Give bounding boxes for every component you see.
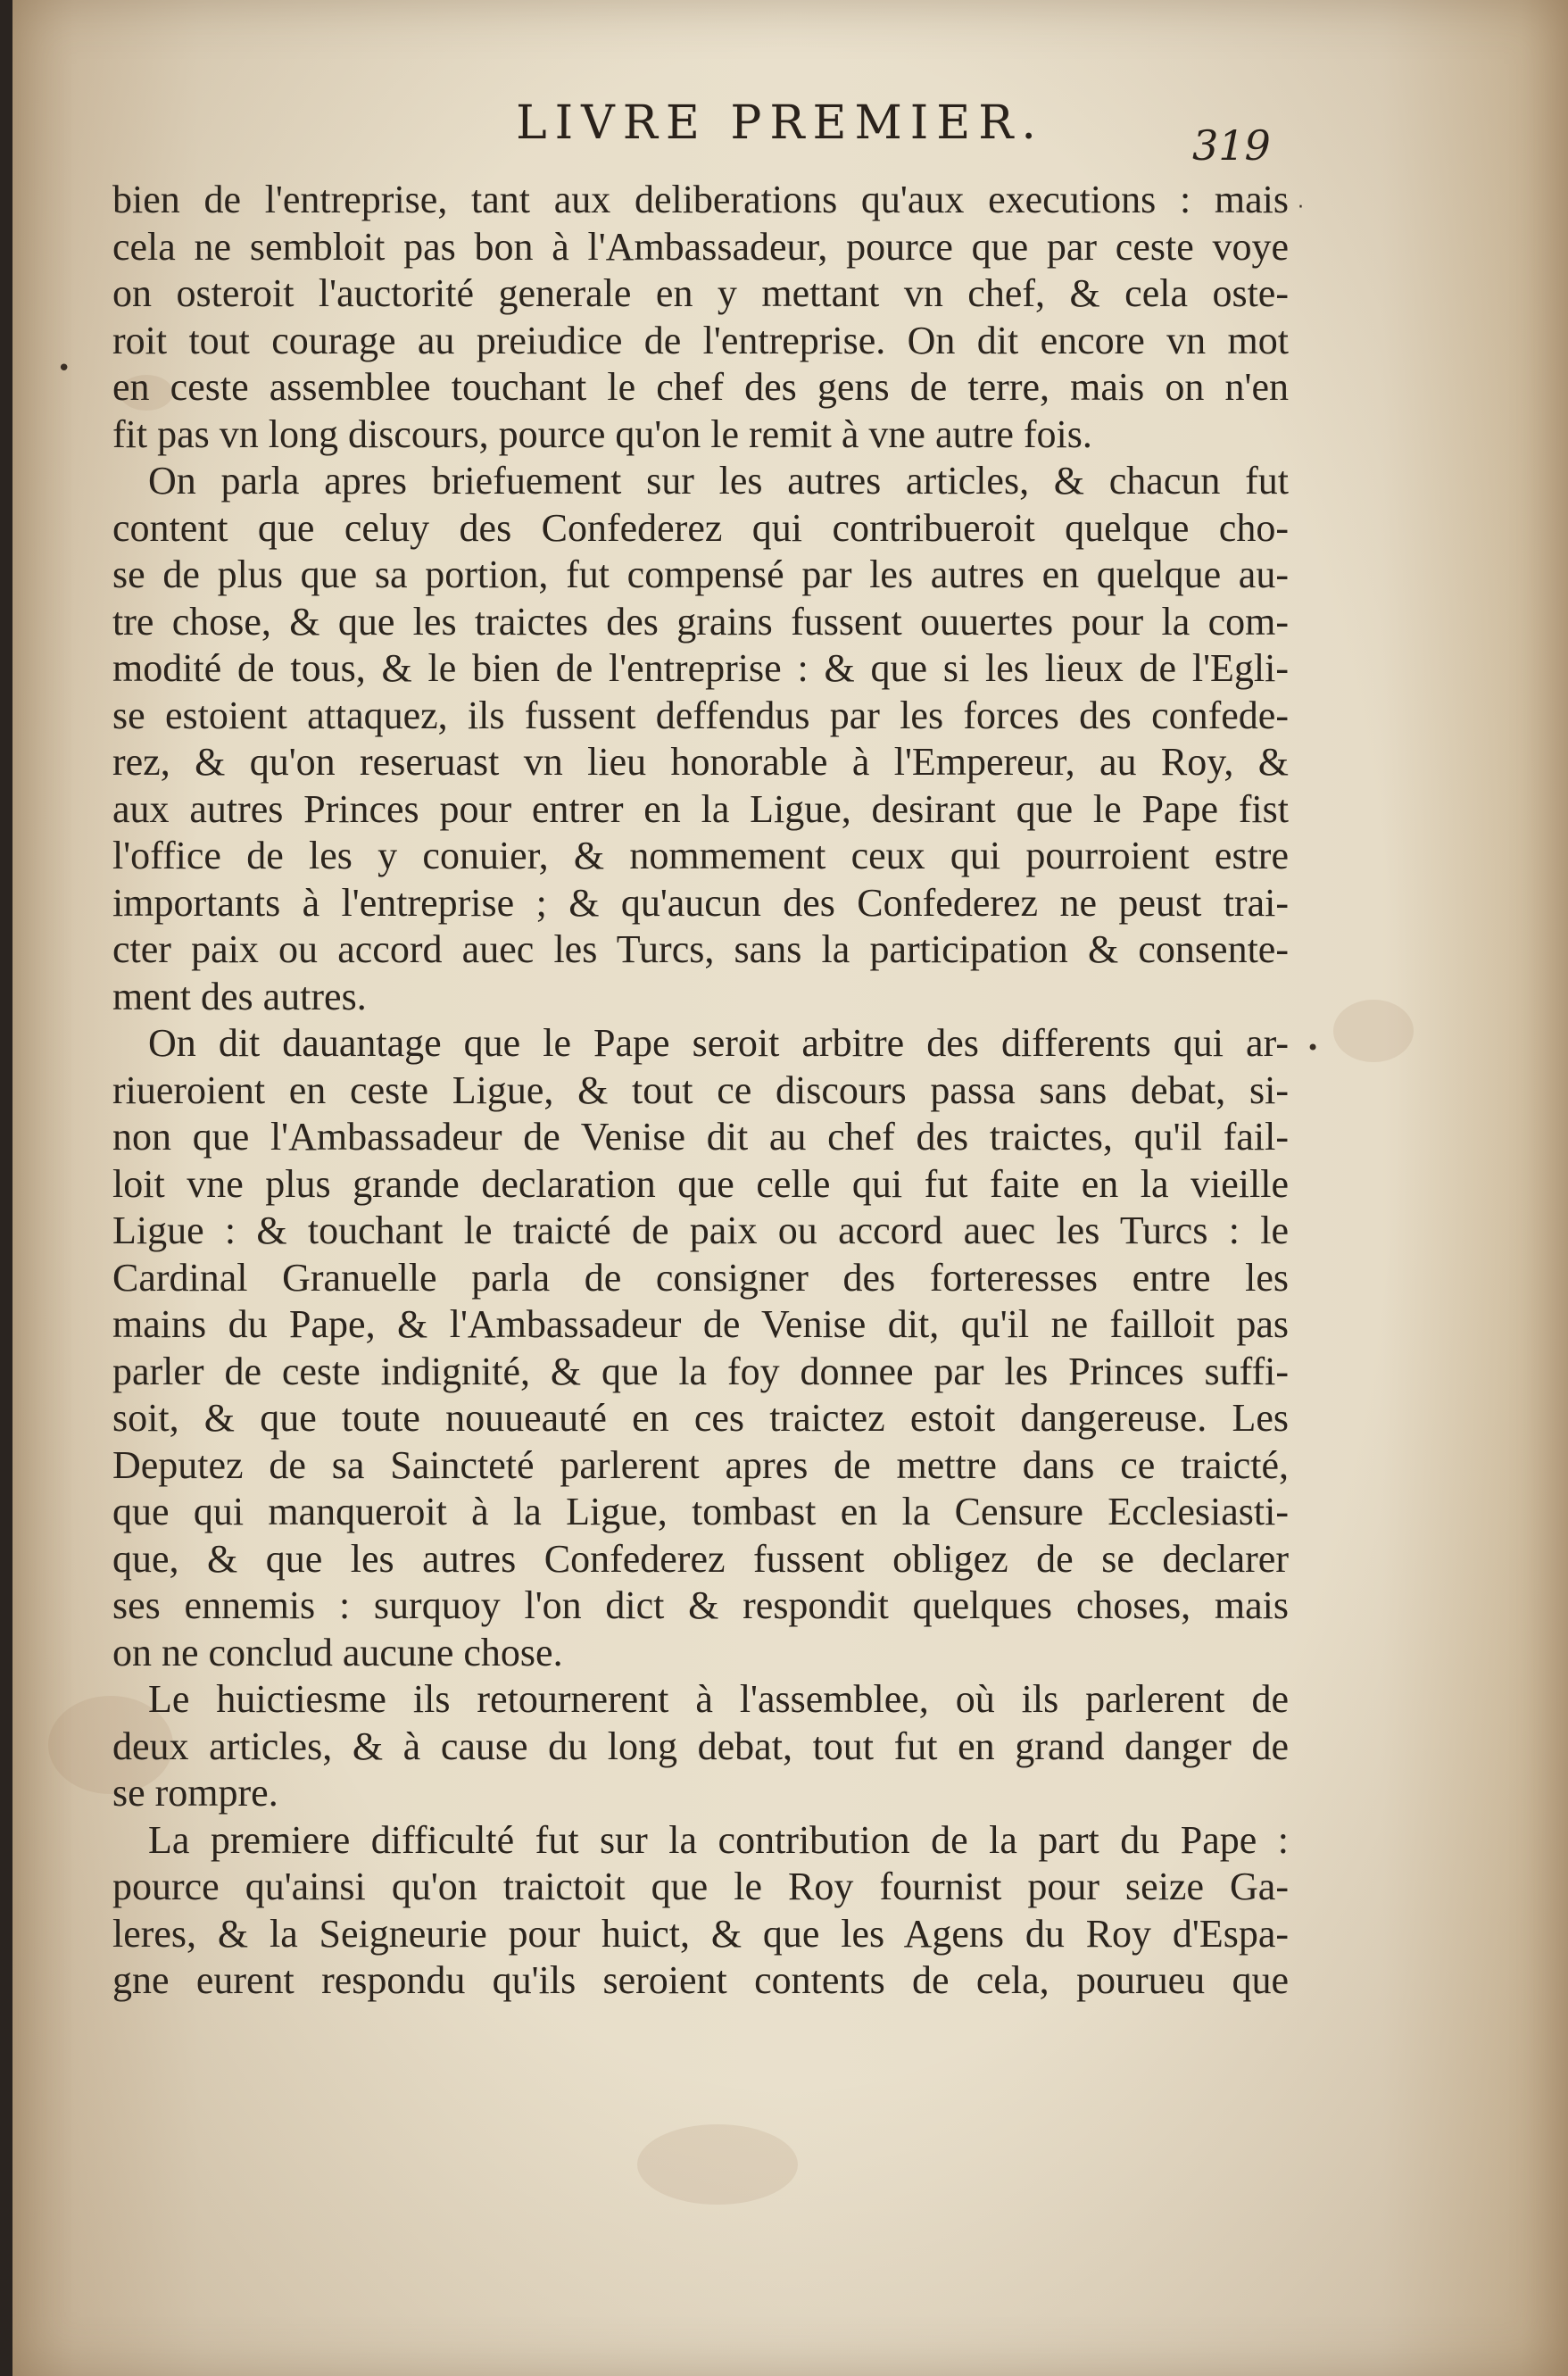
text-line: rez, & qu'on reseruast vn lieu honorable à l'Empereur, au Roy, & <box>112 740 1289 784</box>
text-line: Ligue : & touchant le traicté de paix ou accord auec les Turcs : le <box>112 1209 1289 1252</box>
page-header <box>12 96 1568 170</box>
text-line: modité de tous, & le bien de l'entreprise : & que si les lieux de l'Egli- <box>112 646 1289 690</box>
running-title: LIVRE PREMIER. <box>516 96 1044 150</box>
text-line: se rompre. <box>112 1771 278 1815</box>
text-line: tre chose, & que les traictes des grains fussent ouuertes pour la com- <box>112 599 1289 644</box>
page-number: 319 <box>1192 121 1271 170</box>
text-line: Cardinal Granuelle parla de consigner des forteresses entre les <box>112 1255 1289 1300</box>
text-line: gne eurent respondu qu'ils seroient contents de cela, pourueu que <box>112 1958 1289 2002</box>
text-line: content que celuy des Confederez qui contribueroit quelque cho- <box>112 505 1289 550</box>
text-line: que qui manqueroit à la Ligue, tombast en la Censure Ecclesiasti- <box>112 1490 1289 1533</box>
margin-dot: • <box>57 355 71 382</box>
text-line: parler de ceste indignité, & que la foy donnee par les Princes suffi- <box>112 1349 1289 1393</box>
text-line: La premiere difficulté fut sur la contribution de la part du Pape : <box>148 1817 1289 1862</box>
text-line: cter paix ou accord auec les Turcs, sans la participation & consente- <box>112 927 1289 971</box>
text-line: soit, & que toute nouueauté en ces traictez estoit dangereuse. Les <box>112 1396 1289 1440</box>
text-line: loit vne plus grande declaration que celle qui fut faite en la vieille <box>112 1161 1289 1206</box>
text-line: bien de l'entreprise, tant aux deliberations qu'aux executions : mais <box>112 178 1289 221</box>
text-line: mains du Pape, & l'Ambassadeur de Venise dit, qu'il ne failloit pas <box>112 1302 1289 1346</box>
text-line: On dit dauantage que le Pape seroit arbitre des differents qui ar- <box>148 1021 1289 1065</box>
text-line: se estoient attaquez, ils fussent deffendus par les forces des confede- <box>112 693 1289 737</box>
text-line: en ceste assemblee touchant le chef des gens de terre, mais on n'en <box>112 365 1289 409</box>
text-line: cela ne sembloit pas bon à l'Ambassadeur, pource que par ceste voye <box>112 224 1289 269</box>
text-line: l'office de les y conuier, & nommement ceux qui pourroient estre <box>112 834 1289 877</box>
text-line: deux articles, & à cause du long debat, tout fut en grand danger de <box>112 1724 1289 1768</box>
paper-stain <box>1333 1000 1414 1062</box>
text-line: leres, & la Seigneurie pour huict, & que les Agens du Roy d'Espa- <box>112 1911 1289 1956</box>
margin-dot: • <box>1307 1035 1320 1060</box>
text-line: se de plus que sa portion, fut compensé par les autres en quelque au- <box>112 552 1289 596</box>
text-line: roit tout courage au preiudice de l'entreprise. On dit encore vn mot <box>112 318 1289 362</box>
text-line: aux autres Princes pour entrer en la Ligue, desirant que le Pape fist <box>112 786 1289 831</box>
book-page <box>12 0 1568 2376</box>
text-line: Le huictiesme ils retournerent à l'assemblee, où ils parlerent de <box>148 1677 1289 1721</box>
text-line: On parla apres briefuement sur les autres articles, & chacun fut <box>148 459 1289 503</box>
text-line: on ne conclud aucune chose. <box>112 1630 563 1674</box>
text-line: riueroient en ceste Ligue, & tout ce discours passa sans debat, si- <box>112 1068 1289 1112</box>
body-text <box>112 177 1289 2005</box>
text-line: ment des autres. <box>112 974 367 1018</box>
text-line: on osteroit l'auctorité generale en y mettant vn chef, & cela oste- <box>112 271 1289 315</box>
text-line: fit pas vn long discours, pource qu'on le remit à vne autre fois. <box>112 411 1092 456</box>
paper-stain <box>637 2124 798 2205</box>
text-line: importants à l'entreprise ; & qu'aucun des Confederez ne peust trai- <box>112 880 1289 925</box>
text-line: ses ennemis : surquoy l'on dict & respondit quelques choses, mais <box>112 1583 1289 1627</box>
text-line: non que l'Ambassadeur de Venise dit au chef des traictes, qu'il fail- <box>112 1115 1289 1159</box>
text-line: que, & que les autres Confederez fussent obligez de se declarer <box>112 1536 1289 1581</box>
text-line: Deputez de sa Saincteté parlerent apres de mettre dans ce traicté, <box>112 1442 1289 1487</box>
margin-dot: · <box>1298 196 1304 219</box>
text-line: pource qu'ainsi qu'on traictoit que le Roy fournist pour seize Ga- <box>112 1865 1289 1908</box>
